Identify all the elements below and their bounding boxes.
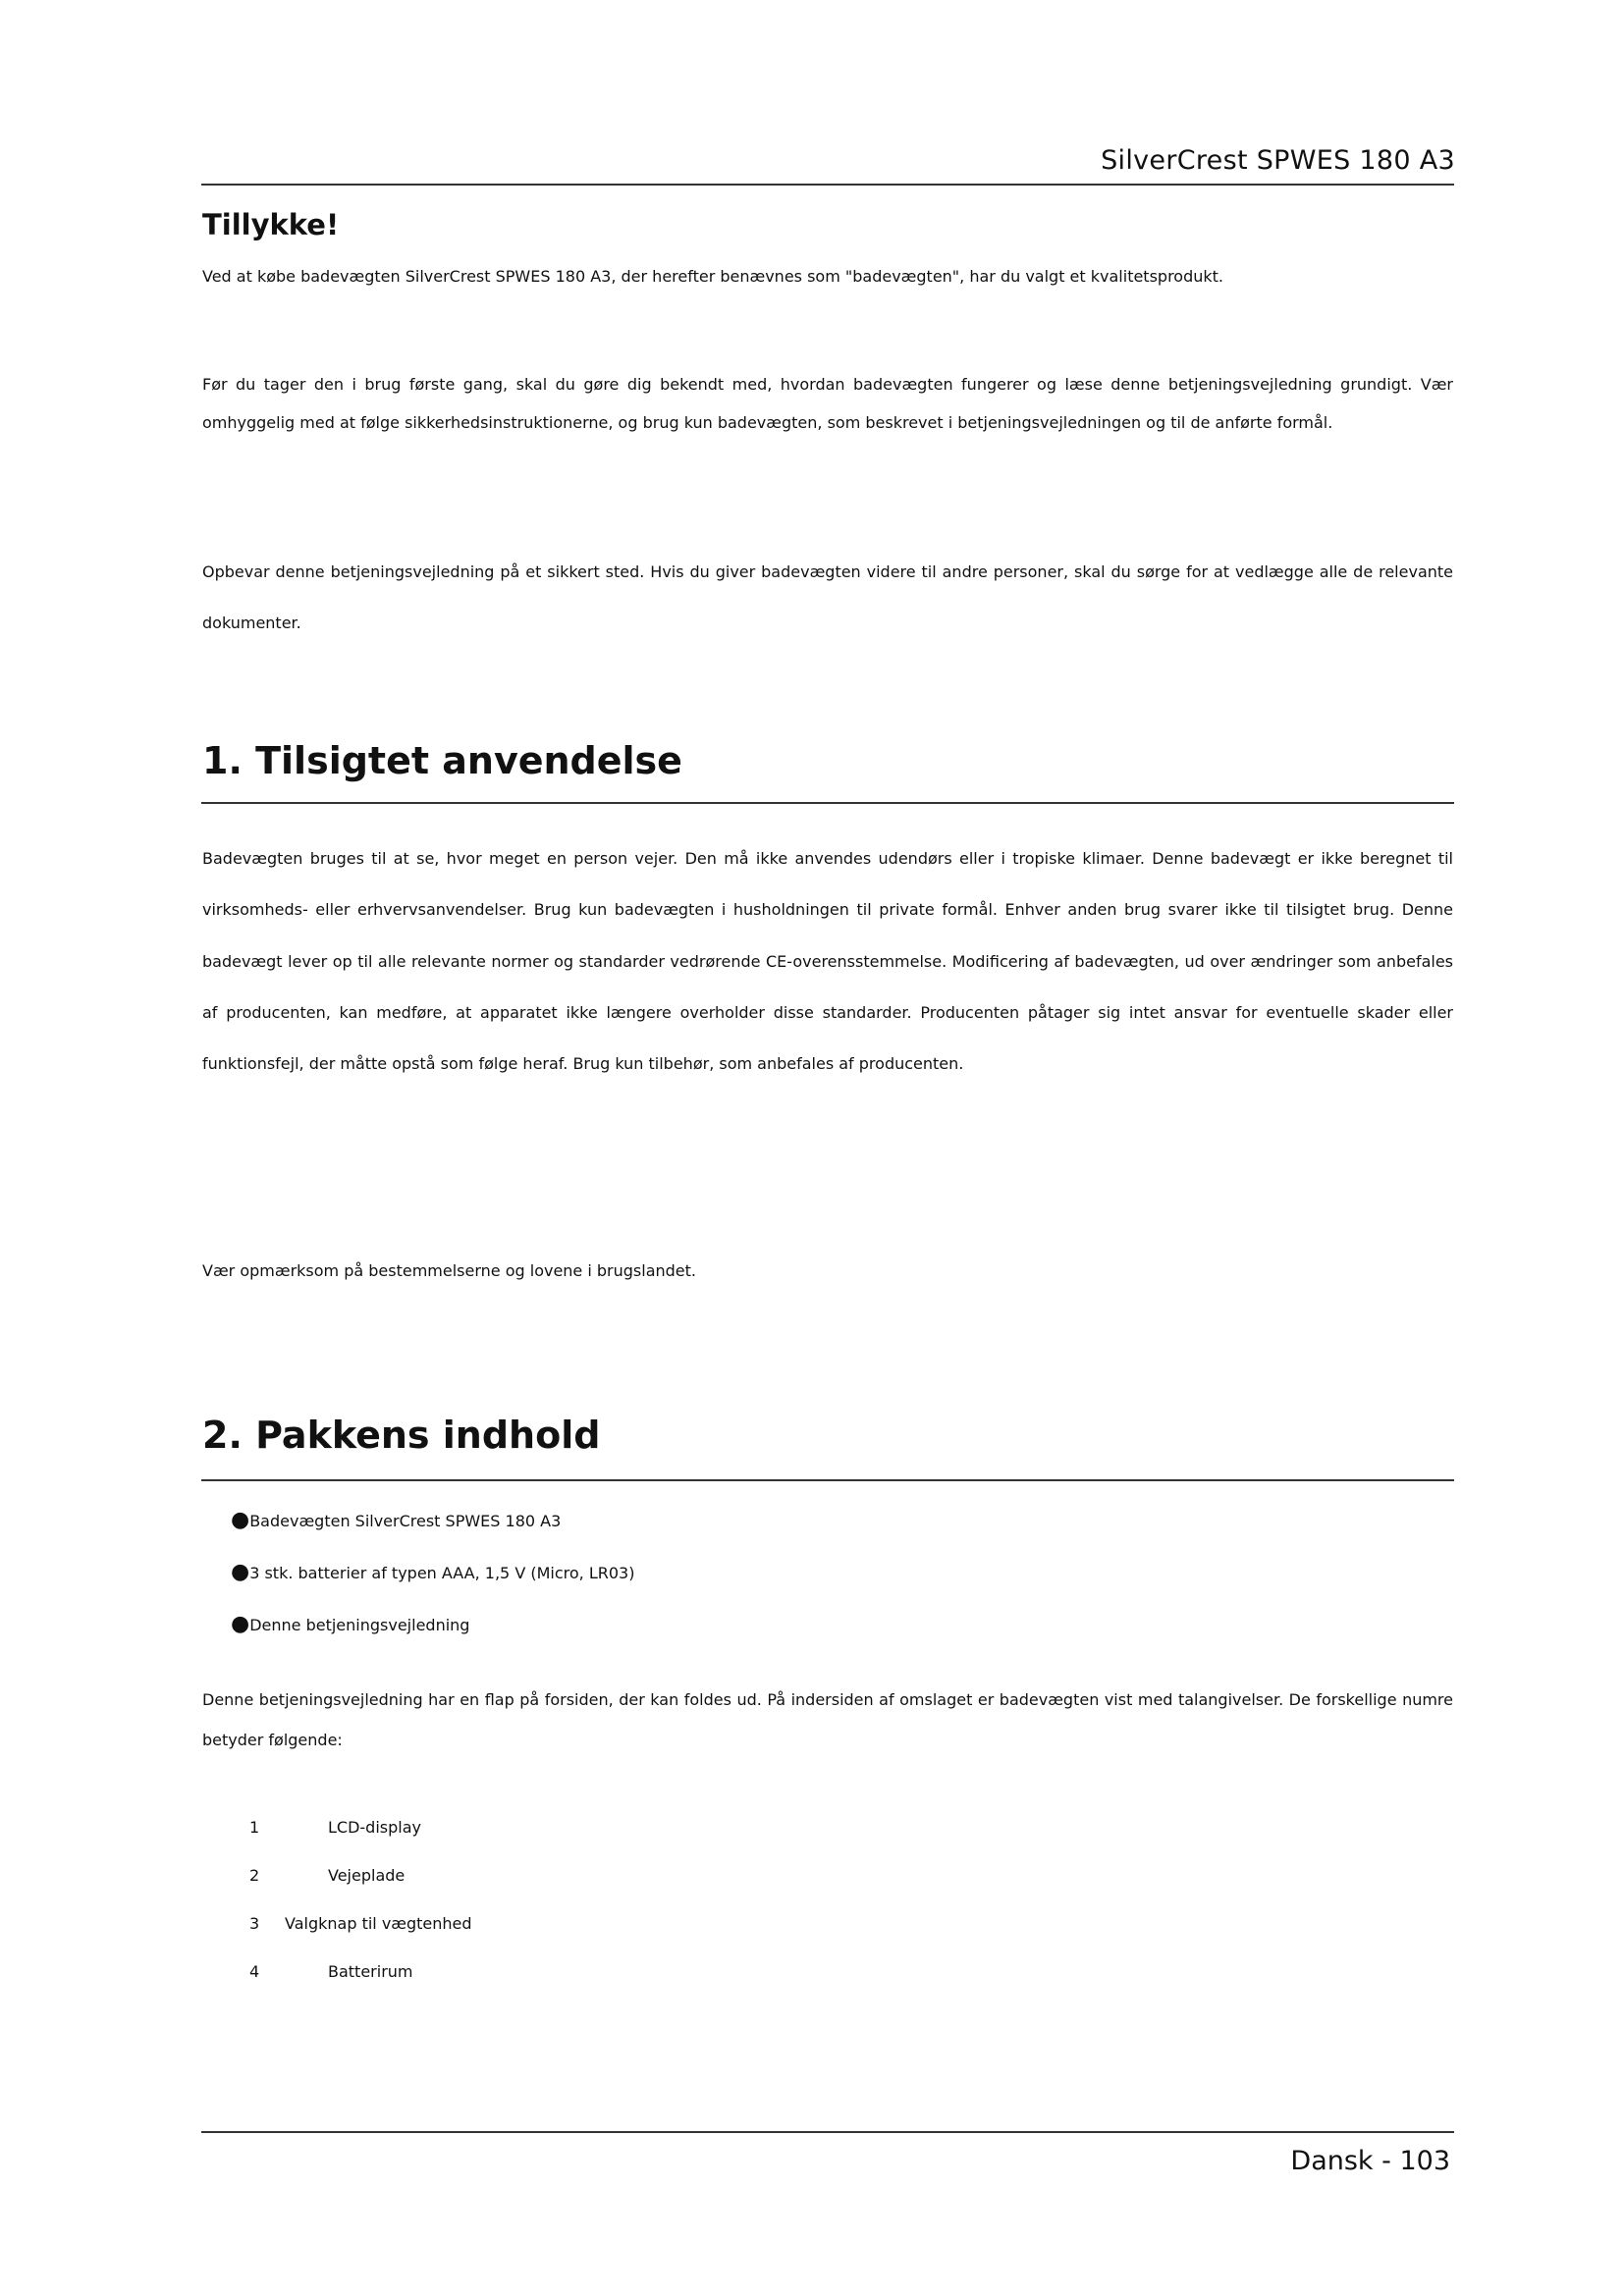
part-number: 3 xyxy=(249,1914,260,1933)
parts-list-item xyxy=(249,1905,472,1953)
bullet-icon: ● xyxy=(231,1560,250,1584)
list-item xyxy=(231,1502,634,1554)
header-title: SilverCrest SPWES 180 A3 xyxy=(1101,145,1455,176)
part-number: 4 xyxy=(249,1962,260,1981)
section-heading-package-contents: 2. Pakkens indhold xyxy=(202,1414,601,1457)
intro-paragraph: Ved at købe badevægten SilverCrest SPWES 180 A3, der herefter benævnes som "badevægten", har du valgt et kvalitetsprodukt. xyxy=(202,267,1224,286)
list-item xyxy=(231,1606,634,1658)
part-label: Valgknap til vægtenhed xyxy=(285,1914,472,1933)
list-item-text: Badevægten SilverCrest SPWES 180 A3 xyxy=(249,1512,562,1530)
list-item-text: 3 stk. batterier af typen AAA, 1,5 V (Micro, LR03) xyxy=(249,1564,635,1582)
section-rule xyxy=(201,802,1454,804)
part-label: Batterirum xyxy=(328,1962,413,1981)
intro-paragraph: Opbevar denne betjeningsvejledning på et sikkert sted. Hvis du giver badevægten videre til andre personer, skal du sørge for at vedlægge alle de relevante dokumenter. xyxy=(202,562,1453,632)
header-rule xyxy=(201,184,1454,186)
parts-list-item xyxy=(249,1809,472,1857)
parts-list xyxy=(249,1809,472,2002)
section-rule xyxy=(201,1479,1454,1481)
intro-heading: Tillykke! xyxy=(202,208,340,241)
bullet-icon: ● xyxy=(231,1508,250,1532)
section-paragraph: Denne betjeningsvejledning har en flap på forsiden, der kan foldes ud. På indersiden af omslaget er badevægten vist med talangivelser. De forskellige numre betyder følgende: xyxy=(202,1690,1453,1749)
list-item-text: Denne betjeningsvejledning xyxy=(249,1616,470,1634)
section-paragraph: Badevægten bruges til at se, hvor meget en person vejer. Den må ikke anvendes udendørs eller i tropiske klimaer. Denne badevægt er ikke beregnet til virksomheds- eller erhvervsanvendelser. Brug kun badevægten i husholdningen til private formål. Enhver anden brug svarer ikke til tilsigtet brug. Denne badevægt lever op til alle relevante normer og standarder vedrørende CE-overensstemmelse. Modificering af badevægten, ud over ændringer som anbefales af producenten, kan medføre, at apparatet ikke længere overholder disse standarder. Producenten påtager sig intet ansvar for eventuelle skader eller funktionsfejl, der måtte opstå som følge heraf. Brug kun tilbehør, som anbefales af producenten. xyxy=(202,849,1453,1074)
parts-list-item xyxy=(249,1953,472,2002)
part-label: LCD-display xyxy=(328,1818,421,1837)
intro-paragraph: Før du tager den i brug første gang, skal du gøre dig bekendt med, hvordan badevægten fungerer og læse denne betjeningsvejledning grundigt. Vær omhyggelig med at følge sikkerhedsinstruktionerne, og brug kun badevægten, som beskrevet i betjeningsvejledningen og til de anførte formål. xyxy=(202,375,1453,432)
list-item xyxy=(231,1554,634,1606)
part-number: 1 xyxy=(249,1818,260,1837)
part-label: Vejeplade xyxy=(328,1866,406,1885)
section-paragraph: Vær opmærksom på bestemmelserne og lovene i brugslandet. xyxy=(202,1261,697,1280)
part-number: 2 xyxy=(249,1866,260,1885)
bullet-icon: ● xyxy=(231,1612,250,1636)
page-number: Dansk - 103 xyxy=(1290,2146,1450,2176)
section-heading-intended-use: 1. Tilsigtet anvendelse xyxy=(202,739,682,782)
footer-rule xyxy=(201,2131,1454,2133)
parts-list-item xyxy=(249,1857,472,1905)
package-contents-list xyxy=(231,1502,634,1658)
